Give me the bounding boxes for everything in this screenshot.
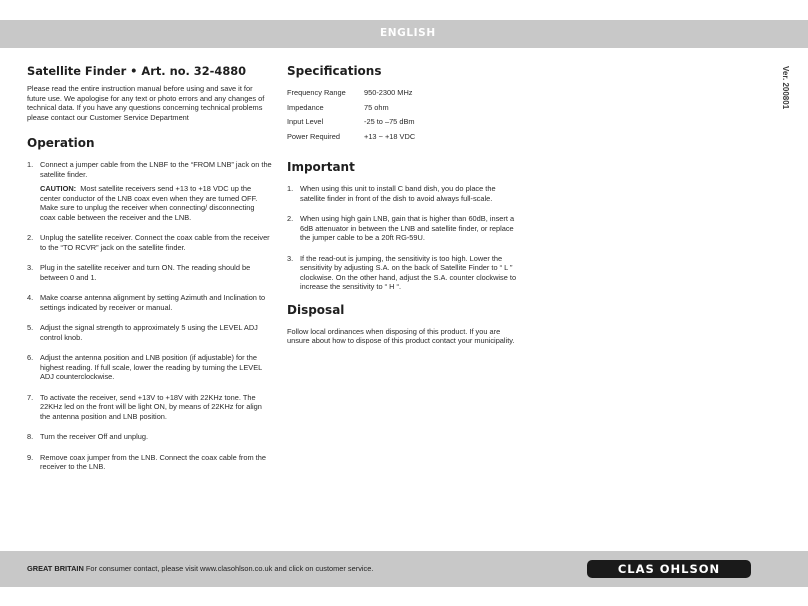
step-number: 2. [27,233,34,242]
caution-note [40,184,272,222]
item-number: 1. [287,184,294,194]
step-text: Unplug the satellite receiver. Connect the coax cable from the receiver to the “TO RCVR” jack on the satellite finder. [40,233,270,252]
table-row [287,88,522,103]
item-text: When using high gain LNB, gain that is higher than 60dB, insert a 6dB attenuator in between the LNB and satellite finder, or replace the jumper cable to be a 20ft RG-59U. [300,214,515,243]
step-text: Turn the receiver Off and unplug. [40,432,149,441]
step-text: Connect a jumper cable from the LNBF to the “FROM LNB” jack on the satellite finder. [40,160,272,179]
step-number: 6. [27,353,34,362]
brand-logo: CLAS OHLSON [587,560,751,578]
step-text: Adjust the signal strength to approximately 5 using the LEVEL ADJ control knob. [40,323,258,342]
spec-value: 950-2300 MHz [364,88,413,97]
spec-value: +13 ~ +18 VDC [364,131,416,141]
spec-label: Input Level [287,117,324,127]
step-number: 5. [27,323,34,332]
step-number: 8. [27,432,34,441]
spec-value: 75 ohm [364,102,389,112]
step-text: Make coarse antenna alignment by setting Azimuth and Inclination to settings indicated by receiver or manual. [40,293,266,312]
list-item [27,453,272,472]
list-item [27,293,272,312]
specifications-table [287,88,522,146]
step-text: Plug in the satellite receiver and turn ON. The reading should be between 0 and 1. [40,263,251,282]
footer-bar [0,551,808,587]
language-label: ENGLISH [380,27,436,39]
step-number: 1. [27,160,34,169]
list-item [27,323,272,342]
list-item [287,184,522,203]
specifications-heading: Specifications [287,64,382,78]
product-title: Satellite Finder • Art. no. 32-4880 [27,64,247,78]
item-text: If the read-out is jumping, the sensitivity is too high. Lower the sensitivity by adjusting S.A. on the back of Satellite Finder to “ L ” clockwise. On the other hand, adjust the S.A. counter clockwise to increase the sensitivity to “ H “. [300,253,517,292]
list-item [27,160,272,222]
list-item [27,432,272,442]
table-row [287,132,522,147]
operation-steps [27,160,272,472]
right-column [287,64,522,346]
item-text: When using this unit to install C band dish, you do place the satellite finder in front of the dish to avoid always full-scale. [300,184,496,203]
list-item [27,233,272,252]
step-text: Remove coax jumper from the LNB. Connect the coax cable from the receiver to the LNB. [40,452,266,471]
spec-label: Frequency Range [287,88,346,97]
step-number: 7. [27,392,34,402]
table-row [287,117,522,132]
disposal-heading: Disposal [287,302,345,317]
contact-text: For consumer contact, please visit www.clasohlson.co.uk and click on customer service. [85,564,374,573]
operation-heading: Operation [27,136,95,150]
step-number: 9. [27,452,34,462]
step-number: 4. [27,293,34,302]
list-item [27,393,272,422]
list-item [287,254,522,292]
step-text: Adjust the antenna position and LNB position (if adjustable) for the highest reading. If full scale, lower the reading by turning the LEVEL ADJ counterclockwise. [40,353,262,381]
step-number: 3. [27,263,34,272]
disposal-text: Follow local ordinances when disposing of this product. If you are unsure about how to dispose of this product contact your municipality. [287,326,515,346]
item-number: 2. [287,214,294,224]
list-item [27,353,272,382]
version-label: Ver. 200801 [781,66,790,110]
consumer-contact [27,564,373,573]
important-list [287,184,522,292]
list-item [27,263,272,282]
item-number: 3. [287,253,294,263]
step-text: To activate the receiver, send +13V to +18V with 22KHz tone. The 22KHz led on the front will be light ON, by means of 22KHz for align the antenna position and LNB position. [40,392,262,421]
left-column [27,64,272,483]
spec-value: -25 to –75 dBm [364,117,415,127]
country-label: GREAT BRITAIN [27,564,84,573]
language-bar [0,20,808,48]
intro-text: Please read the entire instruction manual before using and save it for future use. We apologise for any text or photo errors and any changes of technical data. If you have any questions concerning technical problems please contact our Customer Service Department [27,84,265,122]
caution-text: Most satellite receivers send +13 to +18 VDC up the center conductor of the LNB coax even when they are turned OFF. Make sure to unplug the receiver when connecting/ disconnecting coax cable between the receiver and the LNB. [40,184,258,222]
spec-label: Power Required [287,131,340,141]
spec-label: Impedance [287,102,324,112]
list-item [287,214,522,243]
caution-label: CAUTION: [40,184,77,193]
table-row [287,103,522,118]
important-heading: Important [287,160,355,175]
